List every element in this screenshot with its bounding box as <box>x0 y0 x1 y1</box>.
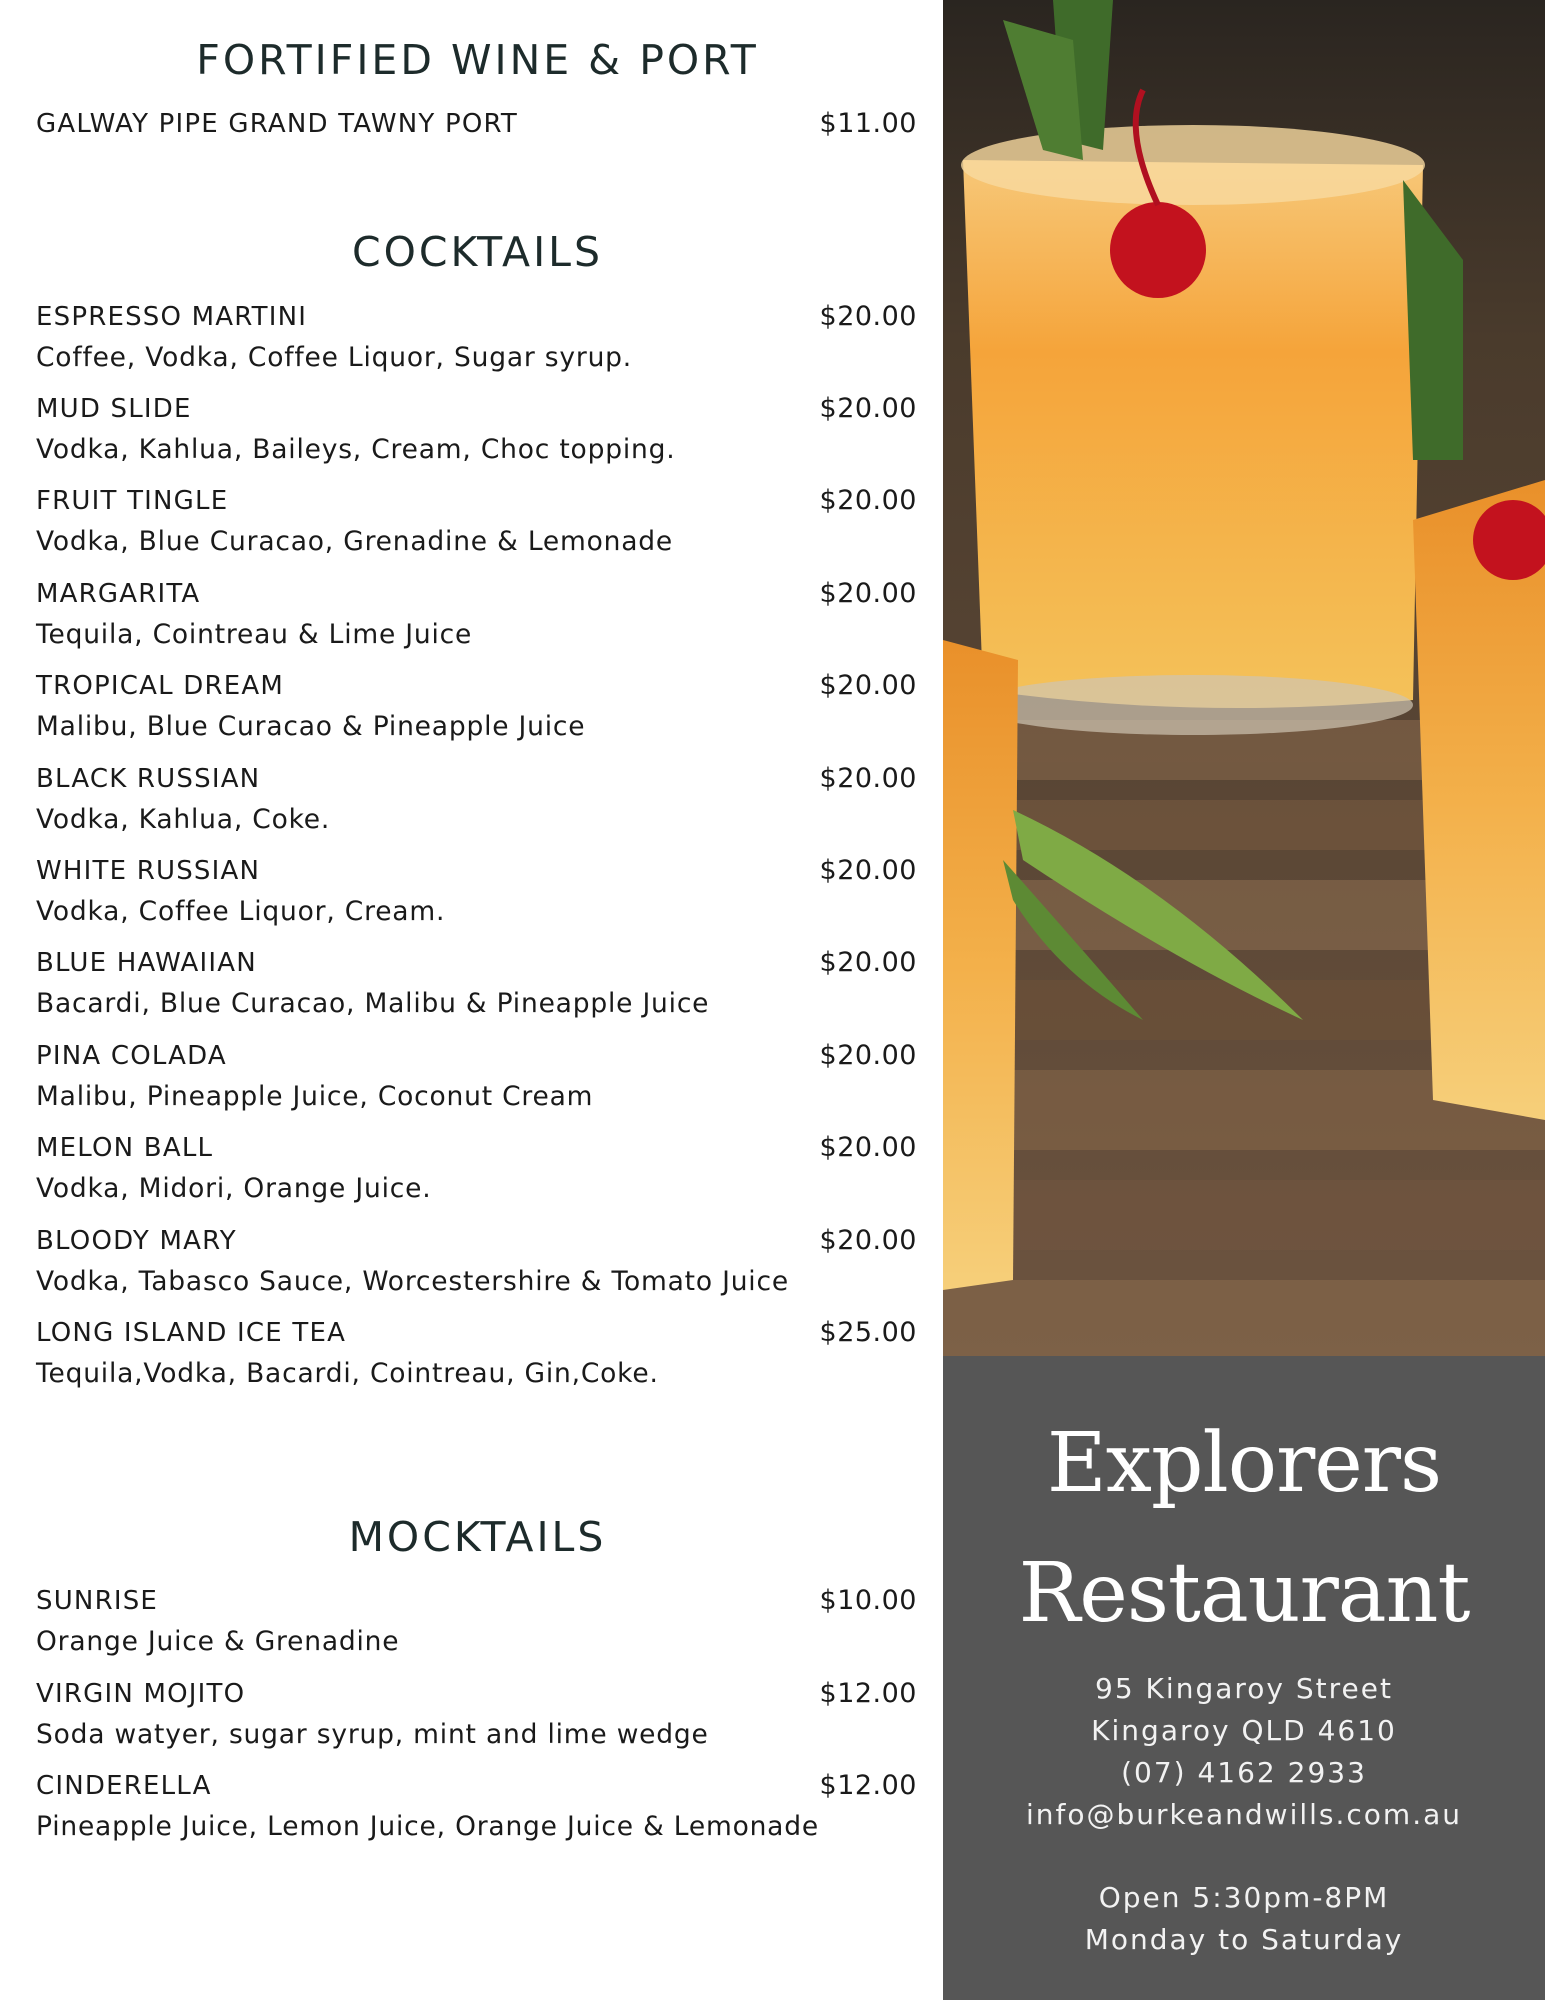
menu-item <box>36 670 917 742</box>
item-price: $20.00 <box>819 301 917 332</box>
item-name: BLUE HAWAIIAN <box>36 948 257 978</box>
item-price: $12.00 <box>819 1678 917 1709</box>
item-description: Pineapple Juice, Lemon Juice, Orange Juice & Lemonade <box>36 1811 819 1842</box>
opening-days: Monday to Saturday <box>1084 1923 1404 1956</box>
item-name: MARGARITA <box>36 579 201 609</box>
item-price: $20.00 <box>819 855 917 886</box>
item-price: $20.00 <box>819 1225 917 1256</box>
menu-item <box>36 947 917 1019</box>
item-price: $20.00 <box>819 670 917 701</box>
item-name: LONG ISLAND ICE TEA <box>36 1318 347 1348</box>
item-description: Orange Juice & Grenadine <box>36 1626 400 1657</box>
menu-item <box>36 1678 917 1750</box>
item-name: MELON BALL <box>36 1133 214 1163</box>
menu-item <box>36 393 917 465</box>
item-description: Malibu, Pineapple Juice, Coconut Cream <box>36 1081 594 1112</box>
item-name: VIRGIN MOJITO <box>36 1679 246 1709</box>
item-price: $20.00 <box>819 1132 917 1163</box>
address-line1: 95 Kingaroy Street <box>1095 1672 1393 1705</box>
item-description: Vodka, Kahlua, Baileys, Cream, Choc topping. <box>36 434 676 465</box>
menu-item <box>36 108 917 139</box>
cocktail-photo <box>943 0 1545 1356</box>
item-name: CINDERELLA <box>36 1771 212 1801</box>
item-description: Tequila,Vodka, Bacardi, Cointreau, Gin,Coke. <box>36 1358 659 1389</box>
item-description: Malibu, Blue Curacao & Pineapple Juice <box>36 711 586 742</box>
item-price: $25.00 <box>819 1317 917 1348</box>
item-name: PINA COLADA <box>36 1041 227 1071</box>
menu-item <box>36 1317 917 1389</box>
menu-item <box>36 1770 917 1842</box>
menu-item <box>36 578 917 650</box>
item-description: Vodka, Blue Curacao, Grenadine & Lemonade <box>36 526 674 557</box>
menu-item <box>36 855 917 927</box>
email-address: info@burkeandwills.com.au <box>1026 1798 1462 1831</box>
item-description: Vodka, Kahlua, Coke. <box>36 804 331 835</box>
section-title-fortified: FORTIFIED WINE & PORT <box>196 36 759 84</box>
item-name: GALWAY PIPE GRAND TAWNY PORT <box>36 109 518 139</box>
address-line2: Kingaroy QLD 4610 <box>1091 1714 1397 1747</box>
opening-hours: Open 5:30pm-8PM <box>1098 1881 1390 1914</box>
menu-item <box>36 1132 917 1204</box>
item-description: Vodka, Coffee Liquor, Cream. <box>36 896 446 927</box>
item-price: $12.00 <box>819 1770 917 1801</box>
restaurant-info-panel <box>943 1356 1545 2000</box>
item-description: Vodka, Tabasco Sauce, Worcestershire & Tomato Juice <box>36 1266 789 1297</box>
menu-item <box>36 1225 917 1297</box>
item-price: $20.00 <box>819 947 917 978</box>
item-name: MUD SLIDE <box>36 394 192 424</box>
item-price: $20.00 <box>819 1040 917 1071</box>
item-price: $20.00 <box>819 578 917 609</box>
menu-item <box>36 1585 917 1657</box>
item-name: WHITE RUSSIAN <box>36 856 261 886</box>
item-description: Coffee, Vodka, Coffee Liquor, Sugar syrup. <box>36 342 633 373</box>
restaurant-name-line2: Restaurant <box>1018 1546 1470 1641</box>
side-panel <box>943 0 1545 2000</box>
item-description: Bacardi, Blue Curacao, Malibu & Pineapple Juice <box>36 988 710 1019</box>
menu-item <box>36 301 917 373</box>
item-price: $11.00 <box>819 108 917 139</box>
section-title-cocktails: COCKTAILS <box>351 228 604 276</box>
item-price: $20.00 <box>819 393 917 424</box>
item-price: $20.00 <box>819 763 917 794</box>
restaurant-name-line1: Explorers <box>1046 1416 1442 1511</box>
item-name: ESPRESSO MARTINI <box>36 302 308 332</box>
item-description: Soda watyer, sugar syrup, mint and lime wedge <box>36 1719 709 1750</box>
item-price: $20.00 <box>819 485 917 516</box>
item-description: Vodka, Midori, Orange Juice. <box>36 1173 432 1204</box>
item-name: BLOODY MARY <box>36 1226 237 1256</box>
item-name: SUNRISE <box>36 1586 159 1616</box>
item-price: $10.00 <box>819 1585 917 1616</box>
menu-item <box>36 485 917 557</box>
phone-number: (07) 4162 2933 <box>1121 1756 1367 1789</box>
item-name: FRUIT TINGLE <box>36 486 229 516</box>
item-name: BLACK RUSSIAN <box>36 764 261 794</box>
item-name: TROPICAL DREAM <box>36 671 284 701</box>
menu-item <box>36 763 917 835</box>
menu-item <box>36 1040 917 1112</box>
section-title-mocktails: MOCKTAILS <box>348 1513 607 1561</box>
item-description: Tequila, Cointreau & Lime Juice <box>36 619 473 650</box>
